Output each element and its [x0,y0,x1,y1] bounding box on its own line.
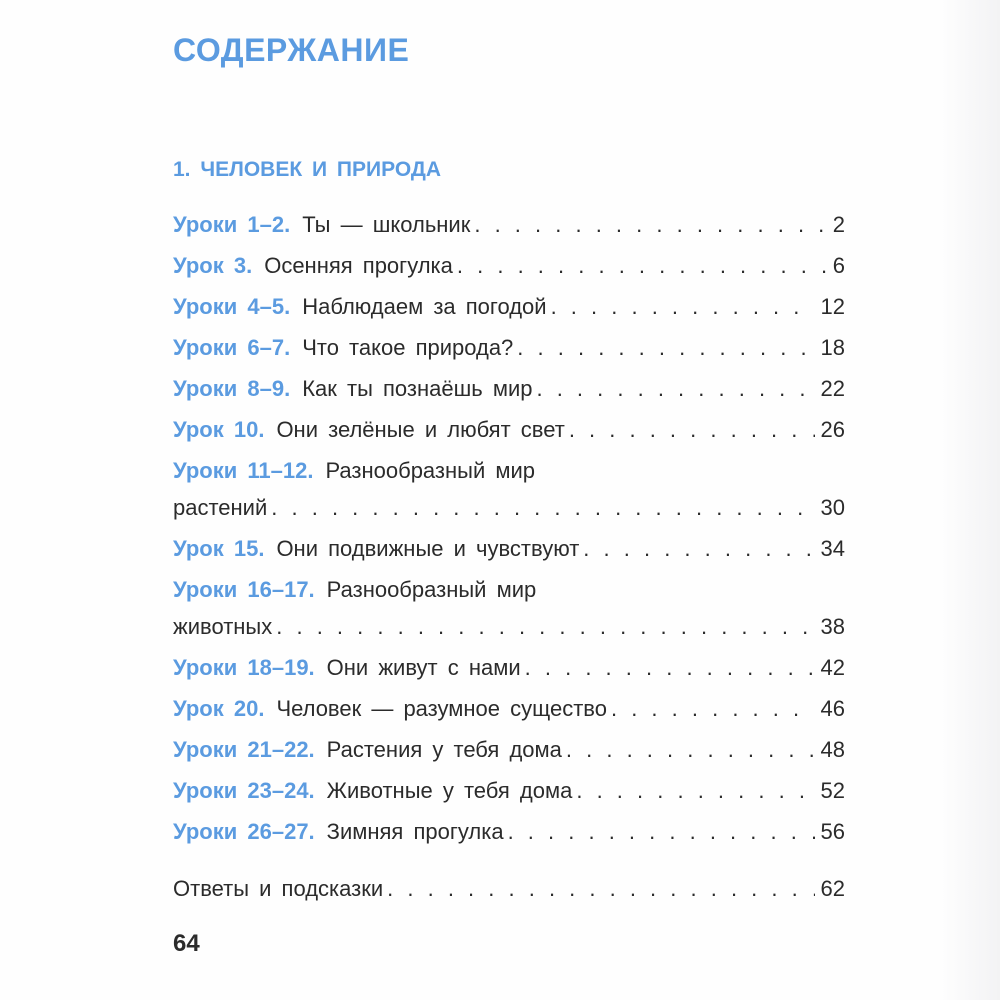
toc-entry-lesson: Уроки 11–12. [173,458,314,483]
toc-entry-lesson-3[interactable] [173,245,845,286]
table-of-contents [173,204,845,852]
page-edge-shadow [940,0,1000,1000]
toc-entry-answers[interactable] [173,868,845,909]
dot-leader [508,811,815,852]
page-title: СОДЕРЖАНИЕ [173,32,410,68]
toc-entry-name: Они подвижные и чувствуют [276,536,580,561]
toc-entry-name: Человек — разумное существо [276,696,607,721]
dot-leader [457,245,827,286]
dot-leader [387,868,814,909]
toc-entry-lessons-18-19[interactable] [173,647,845,688]
toc-entry-name: Растения у тебя дома [326,737,562,762]
toc-entry-lesson: Уроки 21–22. [173,737,315,762]
toc-entry-name: Они зелёные и любят свет [276,417,565,442]
toc-entry-page: 26 [820,417,845,442]
dot-leader [551,286,815,327]
toc-entry-page: 48 [820,737,845,762]
toc-entry-lesson: Уроки 18–19. [173,655,315,680]
toc-entry-name: Разнообразный мир [325,458,536,483]
toc-entry-page: 46 [820,696,845,721]
dot-leader [611,688,815,729]
toc-entry-page: 22 [820,376,845,401]
toc-entry-name: Наблюдаем за погодой [302,294,547,319]
dot-leader [569,409,815,450]
toc-entry-page: 52 [820,778,845,803]
page-number: 64 [173,930,200,957]
toc-entry-lesson: Уроки 4–5. [173,294,291,319]
toc-entry-lessons-4-5[interactable] [173,286,845,327]
toc-entry-page: 38 [820,614,845,639]
toc-entry-lesson: Уроки 1–2. [173,212,291,237]
toc-entry-page: 62 [820,876,845,901]
dot-leader [474,204,826,245]
dot-leader [525,647,815,688]
toc-entry-lessons-23-24[interactable] [173,770,845,811]
toc-entry-lesson-10[interactable] [173,409,845,450]
toc-entry-lessons-26-27[interactable] [173,811,845,852]
dot-leader [536,368,814,409]
dot-leader [566,729,815,770]
dot-leader [583,528,814,569]
toc-entry-lesson: Уроки 23–24. [173,778,315,803]
dot-leader [271,487,814,528]
dot-leader [576,770,814,811]
toc-entry-name: Как ты познаёшь мир [302,376,533,401]
toc-entry-page: 34 [820,536,845,561]
toc-entry-name: Зимняя прогулка [326,819,504,844]
toc-entry-name: Животные у тебя дома [326,778,573,803]
toc-entry-name-continued: растений [173,495,268,520]
toc-entry-lesson: Уроки 6–7. [173,335,291,360]
toc-entry-lesson-20[interactable] [173,688,845,729]
section-title: 1. ЧЕЛОВЕК И ПРИРОДА [173,158,442,181]
toc-entry-page: 6 [832,253,845,278]
toc-entry-lessons-6-7[interactable] [173,327,845,368]
toc-entry-lessons-11-12[interactable] [173,450,845,528]
dot-leader [517,327,814,368]
toc-entry-lesson: Урок 10. [173,417,265,442]
toc-entry-page: 2 [832,212,845,237]
toc-entry-lesson: Уроки 8–9. [173,376,291,401]
toc-entry-name: Ты — школьник [302,212,471,237]
toc-entry-name: Ответы и подсказки [173,876,384,901]
toc-entry-page: 56 [820,819,845,844]
toc-entry-name-continued: животных [173,614,273,639]
toc-entry-page: 30 [820,495,845,520]
toc-entry-lessons-1-2[interactable] [173,204,845,245]
toc-entry-page: 18 [820,335,845,360]
dot-leader [276,606,814,647]
toc-entry-lesson: Урок 3. [173,253,253,278]
toc-entry-page: 42 [820,655,845,680]
toc-entry-name: Осенняя прогулка [264,253,453,278]
toc-entry-page: 12 [820,294,845,319]
toc-entry-lesson: Урок 15. [173,536,265,561]
toc-entry-lessons-8-9[interactable] [173,368,845,409]
toc-entry-lessons-21-22[interactable] [173,729,845,770]
toc-entry-lesson-15[interactable] [173,528,845,569]
toc-entry-name: Они живут с нами [326,655,521,680]
toc-entry-lesson: Уроки 26–27. [173,819,315,844]
toc-entry-lessons-16-17[interactable] [173,569,845,647]
toc-entry-lesson: Урок 20. [173,696,265,721]
toc-entry-lesson: Уроки 16–17. [173,577,315,602]
toc-entry-name: Разнообразный мир [326,577,537,602]
toc-entry-name: Что такое природа? [302,335,514,360]
